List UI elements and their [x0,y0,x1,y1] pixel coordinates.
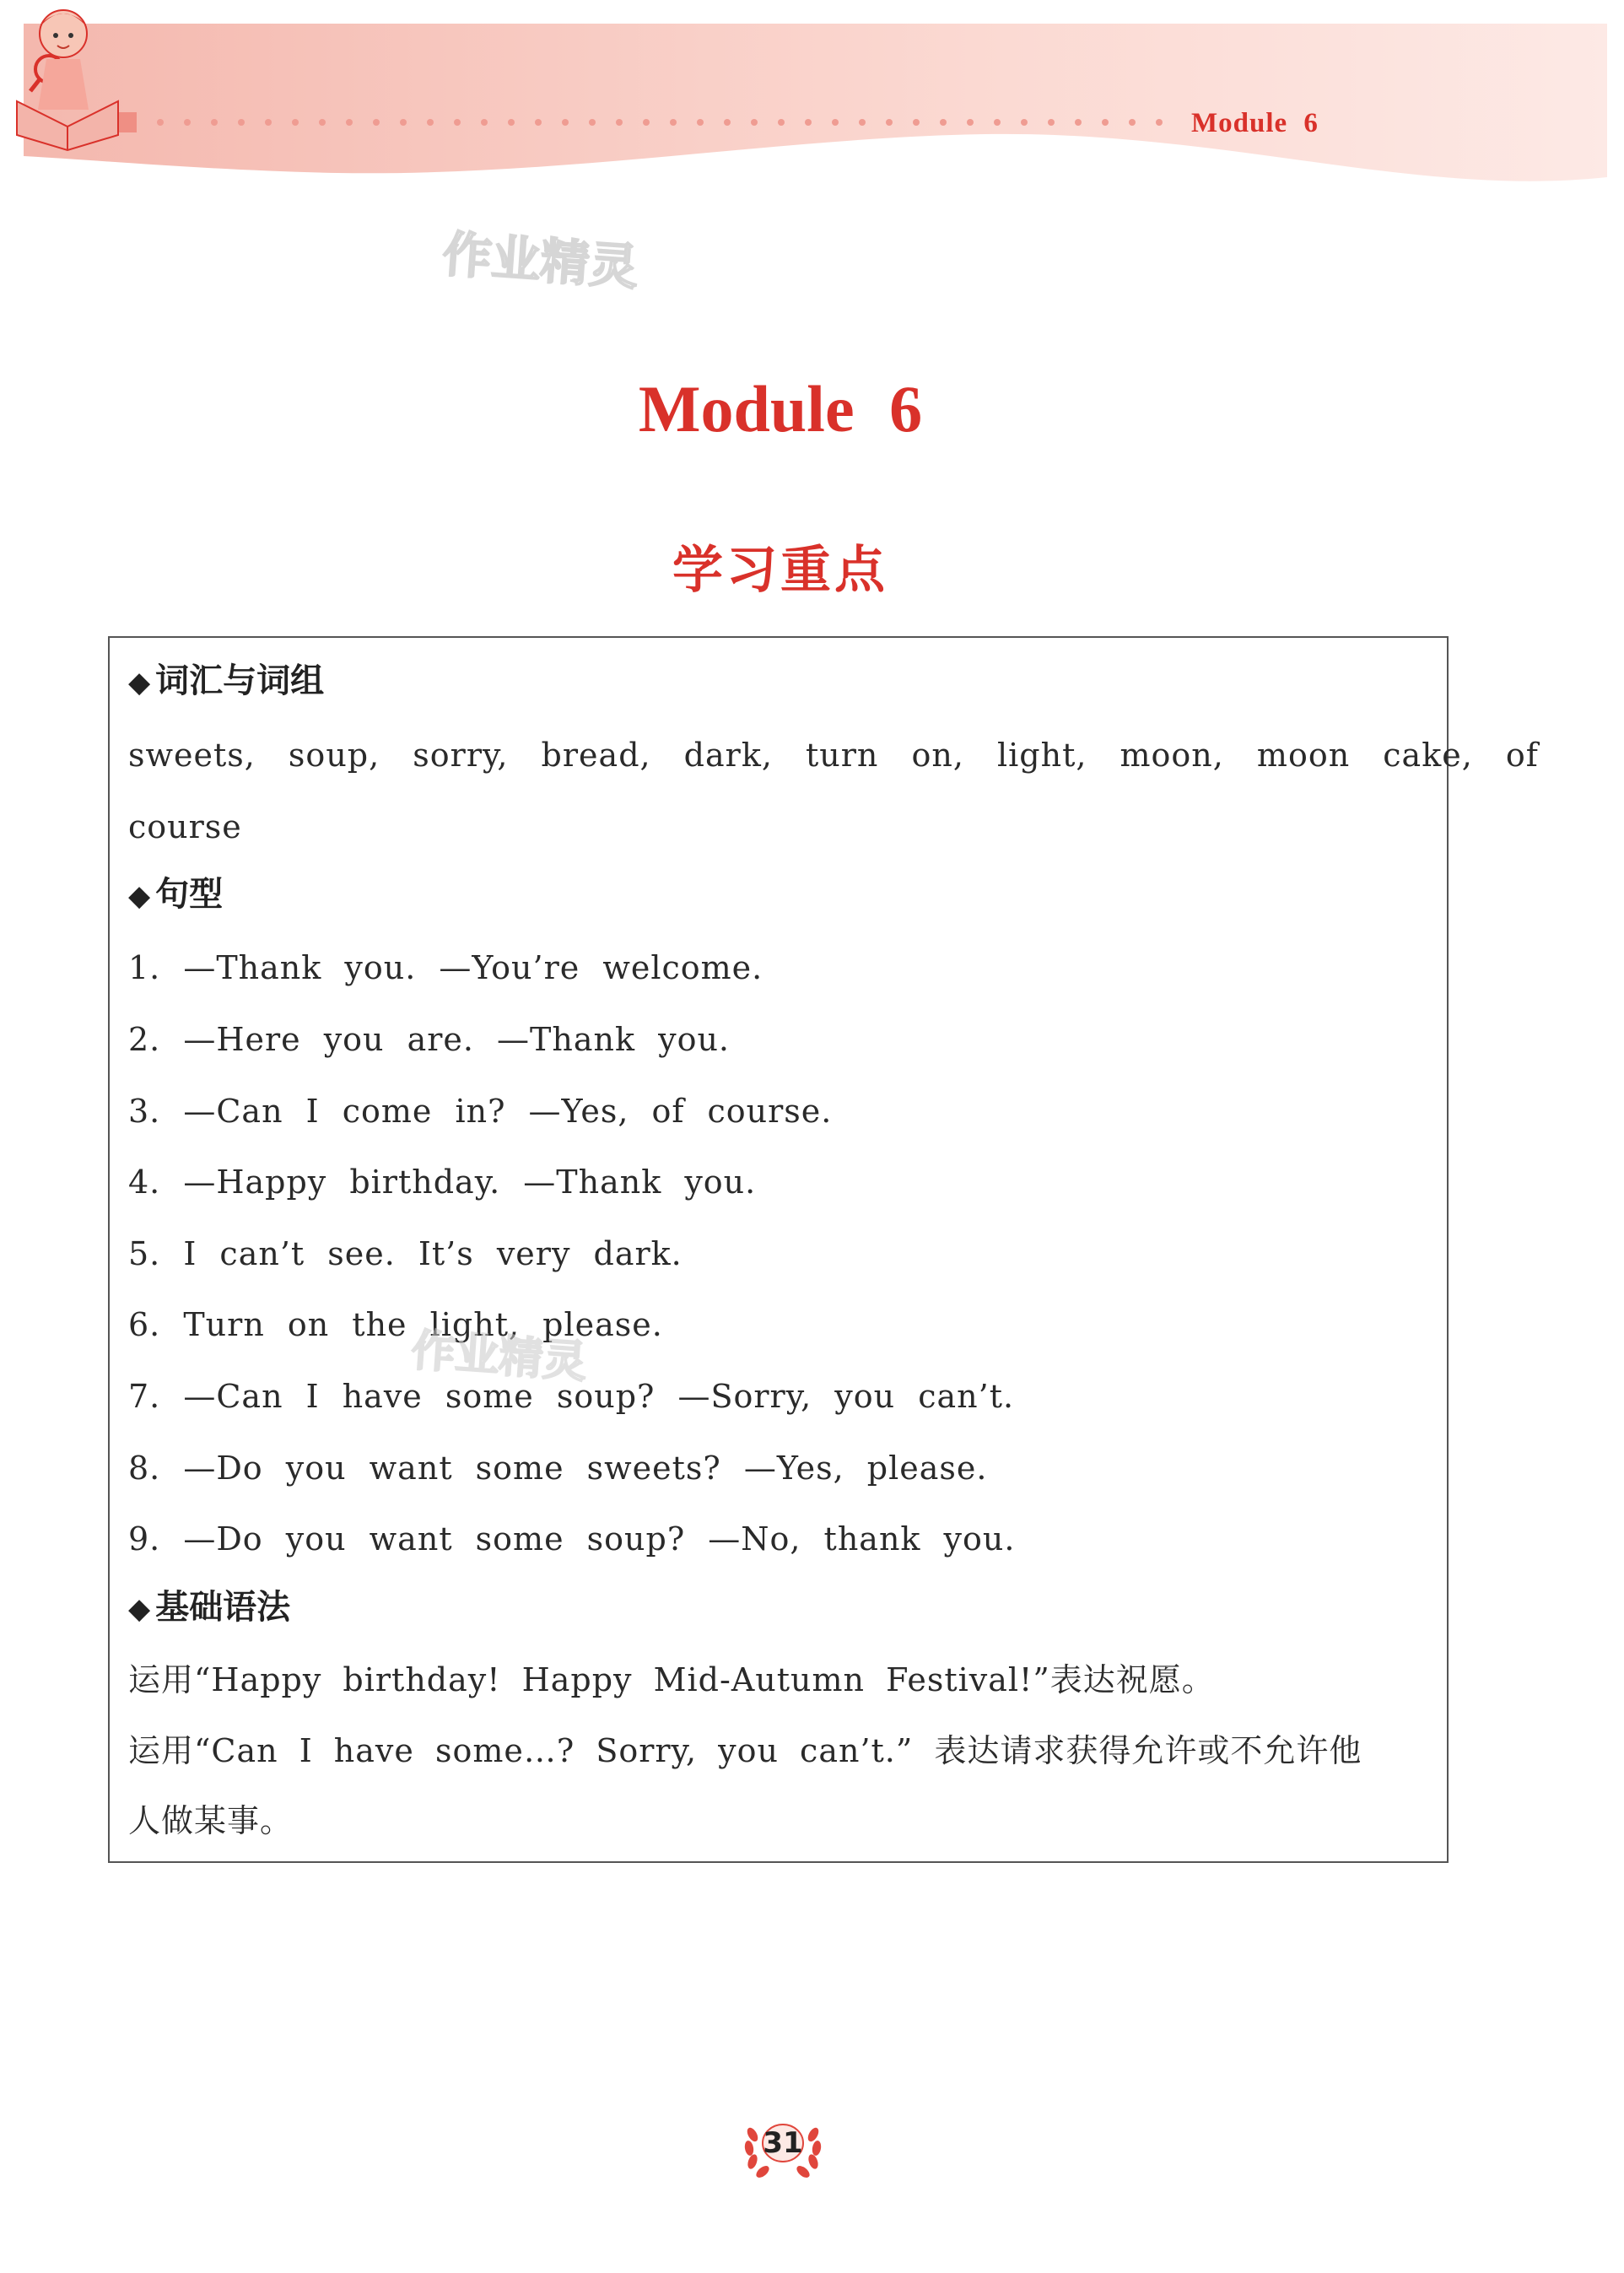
section-heading-patterns [128,873,223,917]
pattern-item-1: 1. —Thank you. —You’re welcome. [128,949,763,986]
section-heading-grammar [128,1586,290,1630]
vocab-line-2: course [128,808,242,845]
section-heading-text: 句型 [155,875,224,914]
pattern-item-8: 8. —Do you want some sweets? —Yes, please. [128,1450,988,1487]
diamond-icon: ◆ [128,1592,151,1626]
page-subtitle: 学习重点 [672,541,888,600]
watermark: 作业精灵 [440,224,640,296]
header-band [0,0,1624,202]
page-title: Module 6 [638,372,923,445]
grammar-line-3: 人做某事。 [128,1802,294,1839]
section-heading-vocab [128,660,324,704]
section-heading-text: 基础语法 [155,1588,291,1627]
pattern-item-5: 5. I can’t see. It’s very dark. [128,1235,683,1272]
pattern-item-6: 6. Turn on the light, please. [128,1306,663,1343]
vocab-line-1: sweets, soup, sorry, bread, dark, turn on, light, moon, moon cake, of [128,737,1539,774]
diamond-icon: ◆ [128,666,151,699]
grammar-line-1: 运用“Happy birthday! Happy Mid-Autumn Festival!”表达祝愿。 [128,1661,1215,1698]
diamond-icon: ◆ [128,879,151,913]
running-title: Module 6 [1191,108,1319,138]
watermark: 作业精灵 [409,1325,589,1389]
girl-mascot-icon [0,0,127,152]
pattern-item-9: 9. —Do you want some soup? —No, thank you. [128,1520,1016,1558]
grammar-line-2: 运用“Can I have some…? Sorry, you can’t.” 表达请求获得允许或不允许他 [128,1732,1362,1769]
pattern-item-2: 2. —Here you are. —Thank you. [128,1021,731,1058]
page-number: 31 [763,2126,803,2160]
page-header [0,0,1624,202]
pattern-item-7: 7. —Can I have some soup? —Sorry, you can’t. [128,1378,1015,1415]
pattern-item-4: 4. —Happy birthday. —Thank you. [128,1163,757,1201]
section-heading-text: 词汇与词组 [155,661,325,700]
pattern-item-3: 3. —Can I come in? —Yes, of course. [128,1093,833,1130]
